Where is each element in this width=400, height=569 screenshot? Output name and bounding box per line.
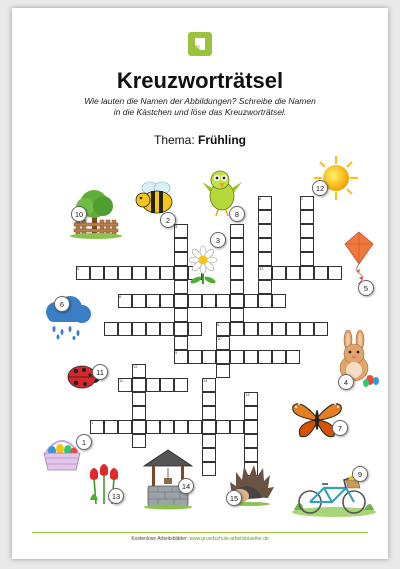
crossword-cell[interactable] [328,266,342,280]
crossword-cell[interactable] [104,266,118,280]
crossword-cell[interactable] [216,294,230,308]
crossword-cell[interactable] [188,420,202,434]
crossword-cell[interactable] [300,322,314,336]
crossword-clue-number: 12 [259,266,264,271]
picture-number-15: 15 [226,490,242,506]
theme-label: Thema: [153,133,195,147]
crossword-cell[interactable] [286,350,300,364]
crossword-cell[interactable] [104,322,118,336]
crossword-cell[interactable] [174,294,188,308]
crossword-cell[interactable] [118,266,132,280]
crossword-clue-number: 8 [217,322,220,327]
crossword-cell[interactable] [146,378,160,392]
crossword-cell[interactable] [258,350,272,364]
crossword-cell[interactable] [230,308,244,322]
crossword-cell[interactable] [174,322,188,336]
crossword-cell[interactable] [118,322,132,336]
crossword-cell[interactable] [244,420,258,434]
crossword-cell[interactable] [188,294,202,308]
crossword-cell[interactable] [216,350,230,364]
crossword-cell[interactable] [132,378,146,392]
picture-number-2: 2 [160,212,176,228]
crossword-cell[interactable] [202,420,216,434]
crossword-cell[interactable] [314,322,328,336]
picture-number-4: 4 [338,374,354,390]
crossword-cell[interactable] [272,294,286,308]
crossword-cell[interactable] [202,434,216,448]
crossword-cell[interactable] [174,308,188,322]
crossword-clue-number: 9 [175,350,178,355]
crossword-cell[interactable] [202,392,216,406]
crossword-cell[interactable] [314,266,328,280]
crossword-cell[interactable] [202,406,216,420]
daisy-flower-icon [186,244,220,288]
crossword-cell[interactable] [244,406,258,420]
crossword-cell[interactable] [188,322,202,336]
crossword-cell[interactable] [188,350,202,364]
crossword-cell[interactable] [258,280,272,294]
crossword-cell[interactable] [286,322,300,336]
footer-divider [32,532,368,533]
crossword-cell[interactable] [244,294,258,308]
crossword-clue-number: 1 [91,420,94,425]
crossword-cell[interactable] [300,252,314,266]
footer-text: Kostenlose Arbeitsblätter: [131,536,189,542]
picture-number-10: 10 [71,206,87,222]
crossword-cell[interactable] [174,336,188,350]
crossword-cell[interactable] [104,420,118,434]
crossword-cell[interactable] [160,322,174,336]
crossword-cell[interactable] [244,322,258,336]
crossword-cell[interactable] [216,364,230,378]
picture-number-7: 7 [332,420,348,436]
crossword-cell[interactable] [244,448,258,462]
crossword-cell[interactable] [202,294,216,308]
crossword-clue-number: 13 [245,392,250,397]
footer [12,536,388,542]
crossword-clue-number: 11 [119,378,124,383]
crossword-cell[interactable] [272,266,286,280]
crossword-cell[interactable] [174,378,188,392]
crossword-cell[interactable] [230,420,244,434]
theme-value: Frühling [198,133,247,147]
crossword-cell[interactable] [300,266,314,280]
page-title: Kreuzworträtsel [116,68,284,93]
crossword-cell[interactable] [244,434,258,448]
crossword-cell[interactable] [90,266,104,280]
crossword-clue-number: 14 [203,378,208,383]
crossword-cell[interactable] [272,350,286,364]
crossword-cell[interactable] [146,420,160,434]
picture-number-11: 11 [92,364,108,380]
crossword-clue-number: 8 [259,196,262,201]
picture-number-8: 8 [229,206,245,222]
crossword-cell[interactable] [300,224,314,238]
crossword-cell[interactable] [230,280,244,294]
crossword-clue-number: 12 [133,364,138,369]
crossword-cell[interactable] [258,210,272,224]
crossword-cell[interactable] [258,238,272,252]
kite-icon [342,230,376,286]
crossword-cell[interactable] [258,252,272,266]
crossword-cell[interactable] [160,294,174,308]
crossword-cell[interactable] [230,294,244,308]
picture-number-3: 3 [210,232,226,248]
crossword-clue-number: 5 [77,266,80,271]
crossword-cell[interactable] [300,238,314,252]
picture-number-5: 5 [358,280,374,296]
footer-link[interactable]: www.grundschule-arbeitsblaetter.de [189,536,269,542]
picture-number-12: 12 [312,180,328,196]
crossword-cell[interactable] [258,224,272,238]
picture-number-1: 1 [76,434,92,450]
crossword-cell[interactable] [286,266,300,280]
picture-number-9: 9 [352,466,368,482]
crossword-cell[interactable] [230,322,244,336]
crossword-cell[interactable] [258,294,272,308]
crossword-cell[interactable] [230,266,244,280]
crossword-cell[interactable] [132,294,146,308]
crossword-clue-number: 6 [119,294,122,299]
picture-number-14: 14 [178,478,194,494]
crossword-cell[interactable] [132,266,146,280]
crossword-cell[interactable] [132,420,146,434]
crossword-cell[interactable] [146,322,160,336]
crossword-cell[interactable] [230,350,244,364]
crossword-cell[interactable] [118,420,132,434]
crossword-cell[interactable] [202,448,216,462]
crossword-cell[interactable] [160,420,174,434]
crossword-cell[interactable] [160,266,174,280]
crossword-clue-number: 3 [175,224,178,229]
crossword-cell[interactable] [272,322,286,336]
picture-number-13: 13 [108,488,124,504]
crossword-cell[interactable] [132,406,146,420]
crossword-clue-number: 10 [217,336,222,341]
instruction-line-2: in die Kästchen und löse das Kreuzworträtsel. [113,107,287,117]
instruction-line-1: Wie lauten die Namen der Abbildungen? Schreibe die Namen [84,96,316,106]
crossword-cell[interactable] [132,392,146,406]
crossword-cell[interactable] [202,350,216,364]
crossword-cell[interactable] [230,238,244,252]
crossword-cell[interactable] [300,210,314,224]
worksheet [12,8,388,559]
crossword-cell[interactable] [244,350,258,364]
picture-number-6: 6 [54,296,70,312]
crossword-cell[interactable] [230,252,244,266]
crossword-clue-number: 2 [301,196,304,201]
crossword-cell[interactable] [230,224,244,238]
crossword-cell[interactable] [146,294,160,308]
crossword-cell[interactable] [146,266,160,280]
crossword-cell[interactable] [174,420,188,434]
crossword-cell[interactable] [132,322,146,336]
crossword-cell[interactable] [258,322,272,336]
crossword-cell[interactable] [216,420,230,434]
crossword-cell[interactable] [160,378,174,392]
crossword-cell[interactable] [202,462,216,476]
